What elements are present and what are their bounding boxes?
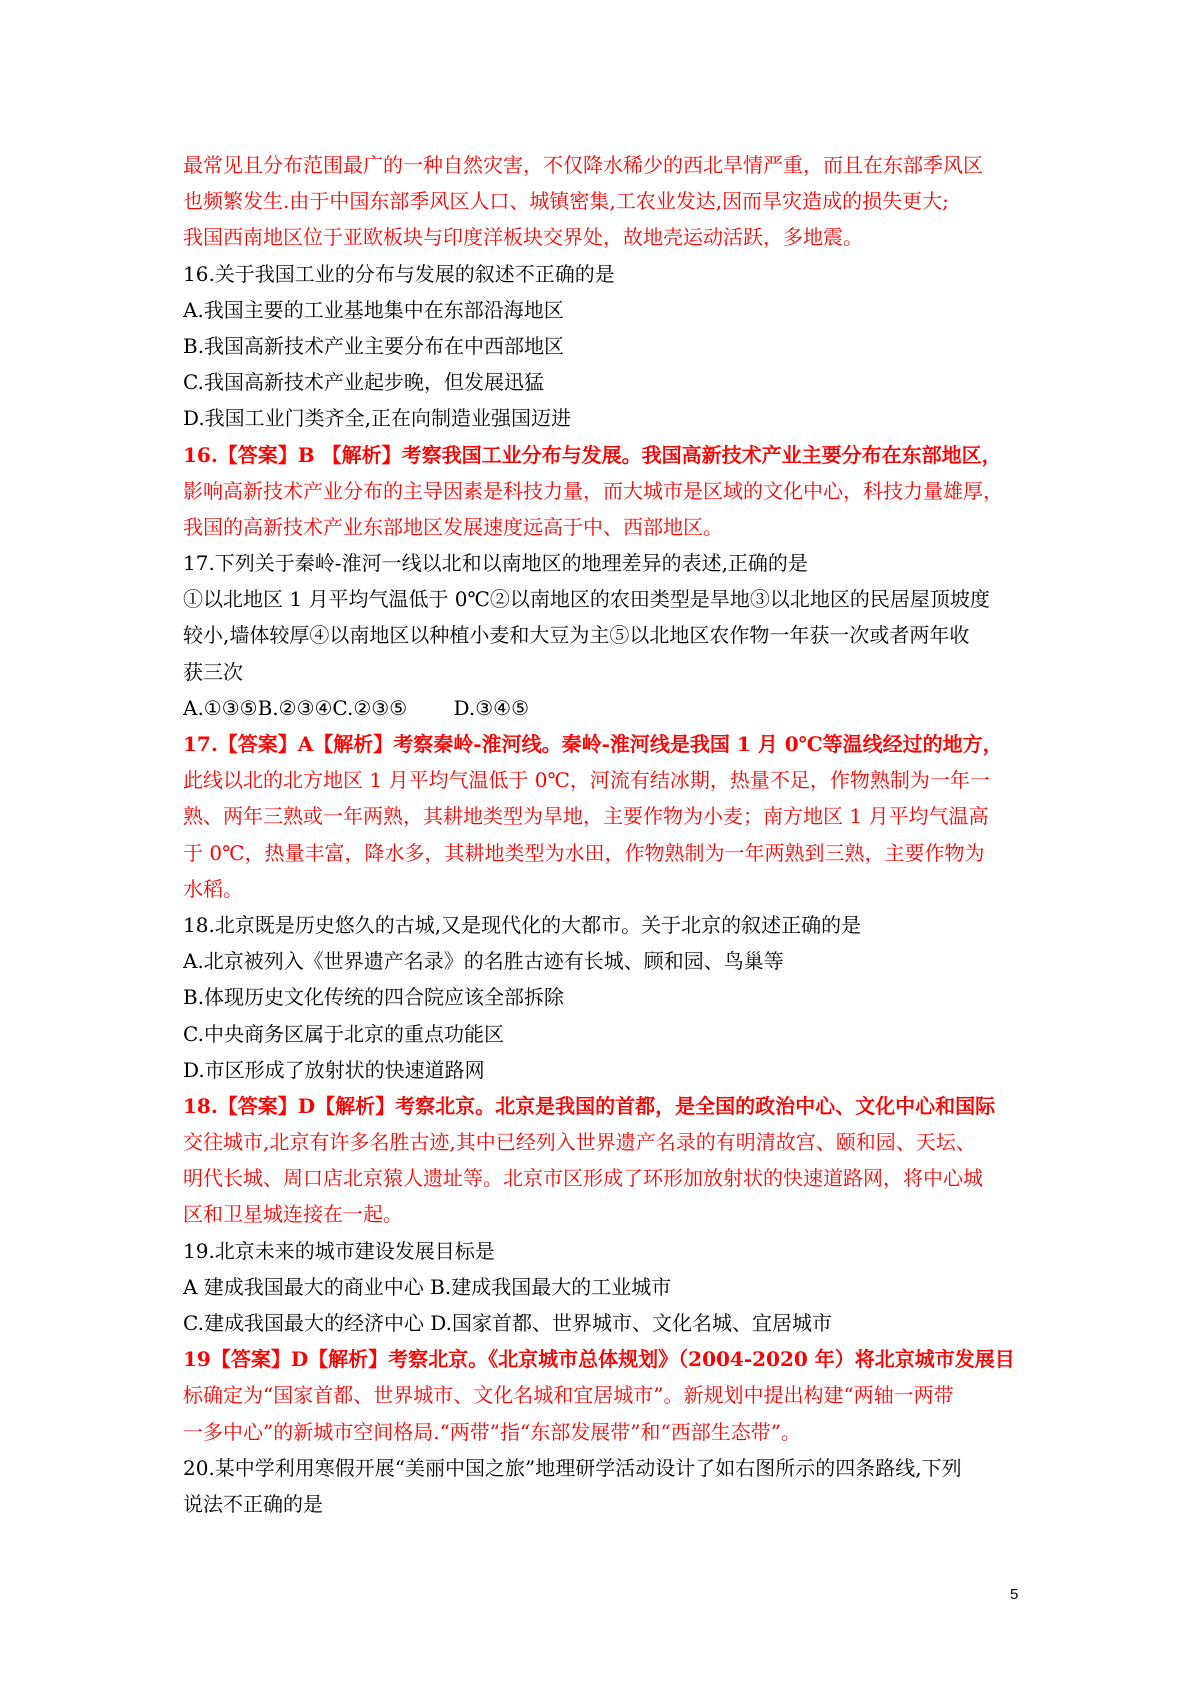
answer-text-line: 水稻。 [183,876,243,901]
answer-text-line: 16.【答案】B 【解析】考察我国工业分布与发展。我国高新技术产业主要分布在东部地区， [183,442,1002,467]
question-text-line: 19.北京未来的城市建设发展目标是 [183,1238,495,1263]
question-text-line: A 建成我国最大的商业中心 B.建成我国最大的工业城市 [183,1274,672,1299]
question-text-line: ①以北地区 1 月平均气温低于 0℃②以南地区的农田类型是旱地③以北地区的民居屋顶坡度 [183,587,990,612]
answer-text-line: 18.【答案】D【解析】考察北京。北京是我国的首都，是全国的政治中心、文化中心和国际 [183,1093,996,1118]
question-text-line: B.我国高新技术产业主要分布在中西部地区 [183,333,565,358]
question-text-line: A.①③⑤B.②③④C.②③⑤ D.③④⑤ [183,695,529,720]
question-text-line: 说法不正确的是 [183,1491,323,1516]
question-text-line: C.建成我国最大的经济中心 D.国家首都、世界城市、文化名城、宜居城市 [183,1311,832,1335]
question-text-line: 20.某中学利用寒假开展“美丽中国之旅”地理研学活动设计了如右图所示的四条路线,下列 [183,1455,962,1480]
answer-text-line: 明代长城、周口店北京猿人遗址等。北京市区形成了环形加放射状的快速道路网，将中心城 [183,1166,983,1191]
answer-text-line: 19【答案】D【解析】考察北京。《北京城市总体规划》（2004-2020 年）将北京城市发展目 [183,1347,1015,1372]
question-text-line: 18.北京既是历史悠久的古城,又是现代化的大都市。关于北京的叙述正确的是 [183,912,862,937]
question-text-line: 较小,墙体较厚④以南地区以种植小麦和大豆为主⑤以北地区农作物一年获一次或者两年收 [183,623,970,648]
answer-text-line: 于 0℃，热量丰富，降水多，其耕地类型为水田，作物熟制为一年两熟到三熟，主要作物为 [183,840,985,865]
answer-text-line: 我国的高新技术产业东部地区发展速度远高于中、西部地区。 [183,514,723,539]
question-text-line: C.中央商务区属于北京的重点功能区 [183,1021,504,1046]
question-text-line: 获三次 [183,659,243,684]
question-text-line: C.我国高新技术产业起步晚，但发展迅猛 [183,370,544,395]
question-text-line: A.我国主要的工业基地集中在东部沿海地区 [183,297,564,322]
page-number: 5 [1010,1586,1019,1603]
document-body [183,147,1033,1522]
answer-text-line: 熟、两年三熟或一年两熟，其耕地类型为旱地，主要作物为小麦；南方地区 1 月平均气温高 [183,804,989,829]
question-text-line: 17.下列关于秦岭-淮河一线以北和以南地区的地理差异的表述,正确的是 [183,551,808,576]
answer-text-line: 一多中心”的新城市空间格局.“两带”指“东部发展带”和“西部生态带”。 [183,1419,801,1444]
answer-text-line: 也频繁发生.由于中国东部季风区人口、城镇密集,工农业发达,因而旱灾造成的损失更大; [183,189,949,214]
answer-text-line: 区和卫星城连接在一起。 [183,1202,403,1227]
answer-text-line: 标确定为“国家首都、世界城市、文化名城和宜居城市”。新规划中提出构建“两轴一两带 [183,1383,954,1408]
question-text-line: A.北京被列入《世界遗产名录》的名胜古迹有长城、顾和园、鸟巢等 [183,949,784,974]
answer-text-line: 17.【答案】A【解析】考察秦岭-淮河线。秦岭-淮河线是我国 1 月 0℃等温线经过的地方， [183,732,1003,756]
question-text-line: D.我国工业门类齐全,正在向制造业强国迈进 [183,406,572,431]
answer-text-line: 我国西南地区位于亚欧板块与印度洋板块交界处，故地壳运动活跃，多地震。 [183,225,863,250]
question-text-line: B.体现历史文化传统的四合院应该全部拆除 [183,985,565,1010]
answer-text-line: 最常见且分布范围最广的一种自然灾害，不仅降水稀少的西北旱情严重，而且在东部季风区 [183,153,983,177]
question-text-line: D.市区形成了放射状的快速道路网 [183,1057,485,1082]
answer-text-line: 此线以北的北方地区 1 月平均气温低于 0℃，河流有结冰期，热量不足，作物熟制为一年一 [183,768,990,793]
answer-text-line: 交往城市,北京有许多名胜古迹,其中已经列入世界遗产名录的有明清故宫、颐和园、天坛、 [183,1130,976,1155]
question-text-line: 16.关于我国工业的分布与发展的叙述不正确的是 [183,261,615,286]
answer-text-line: 影响高新技术产业分布的主导因素是科技力量，而大城市是区域的文化中心，科技力量雄厚， [183,478,1003,503]
